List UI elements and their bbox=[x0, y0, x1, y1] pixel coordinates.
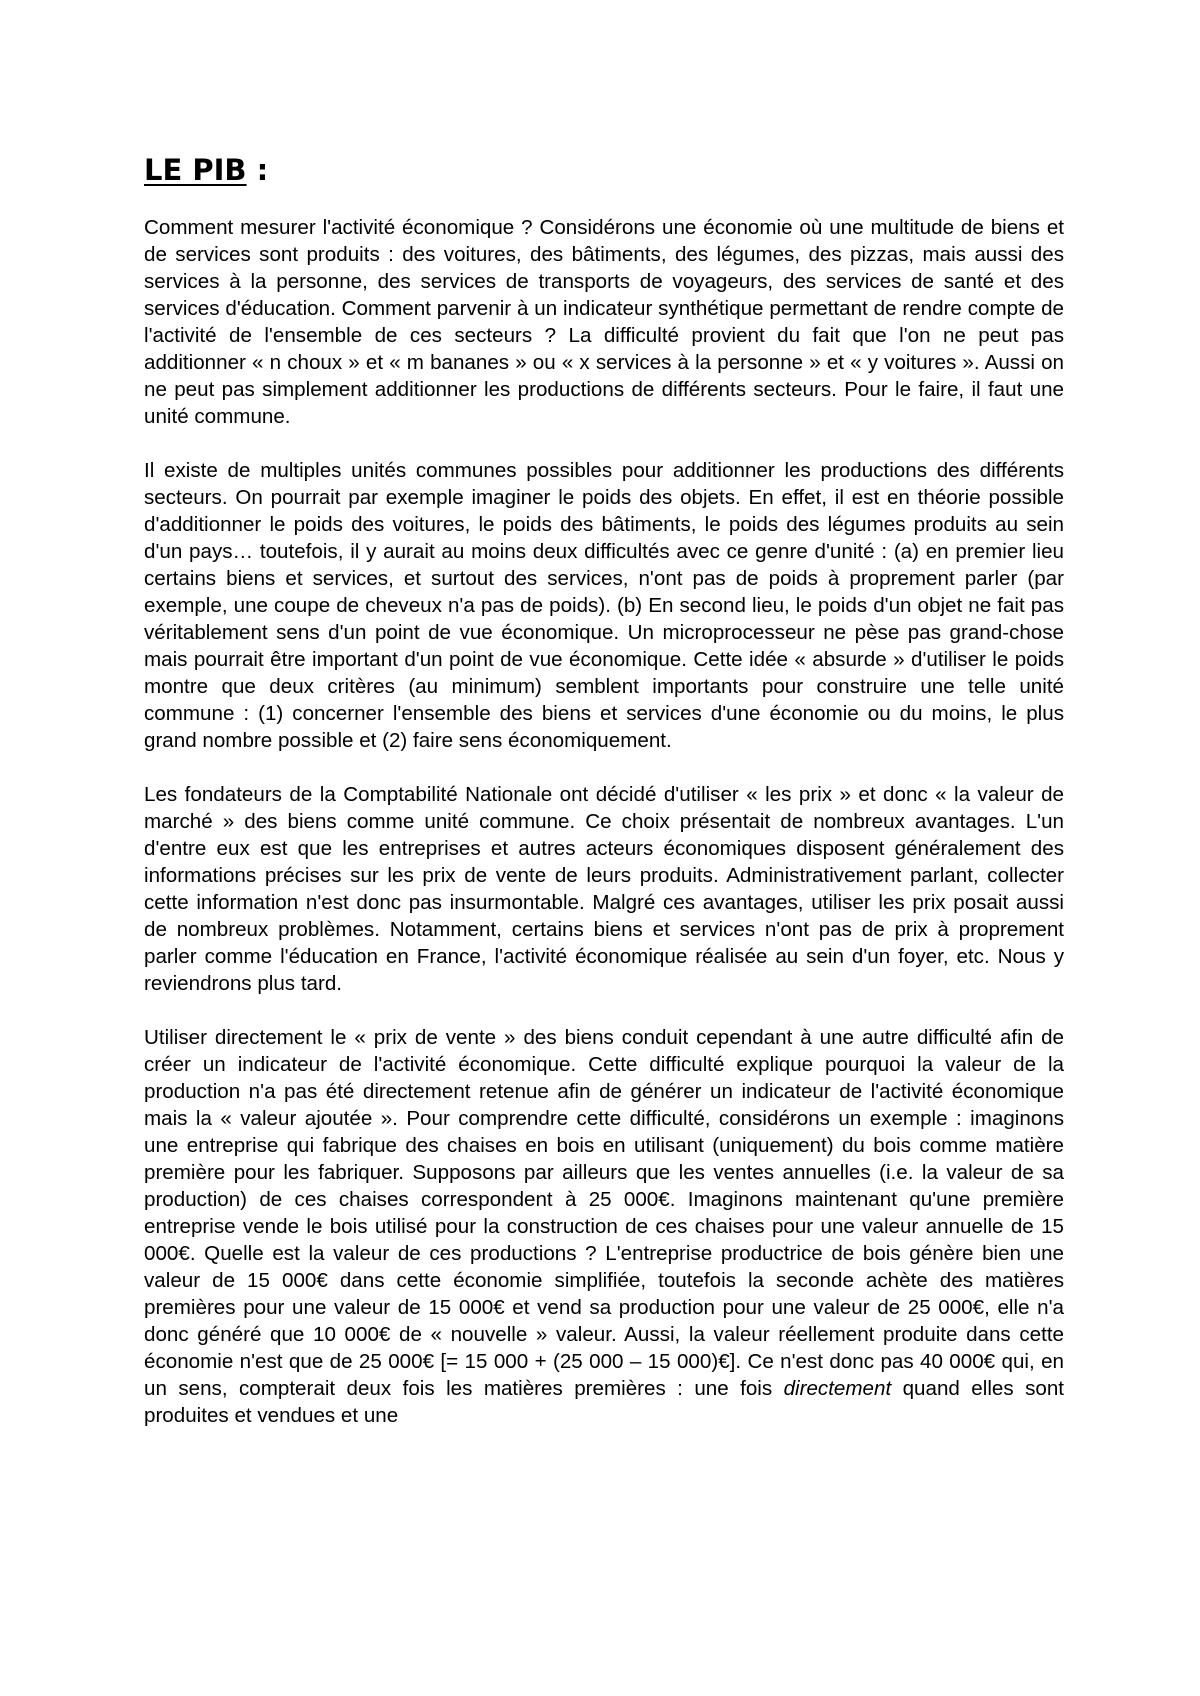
document-body bbox=[144, 150, 1064, 1456]
paragraph-1: Comment mesurer l'activité économique ? Considérons une économie où une multitude de biens et de services sont produits : des voitures, des bâtiments, des légumes, des pizzas, mais aussi des services à la personne, des services de transports de voyageurs, des services de santé et des services d'éducation. Comment parvenir à un indicateur synthétique permettant de rendre compte de l'activité de l'ensemble de ces secteurs ? La difficulté provient du fait que l'on ne peut pas additionner « n choux » et « m bananes » ou « x services à la personne » et « y voitures ». Aussi on ne peut pas simplement additionner les productions de différents secteurs. Pour le faire, il faut une unité commune. bbox=[144, 216, 1064, 428]
title-colon: : bbox=[246, 153, 269, 187]
title-text: LE PIB bbox=[144, 153, 247, 187]
paragraph-4-text: Utiliser directement le « prix de vente » des biens conduit cependant à une autre difficulté afin de créer un indicateur de l'activité économique. Cette difficulté explique pourquoi la valeur de la production n'a pas été directement retenue afin de générer un indicateur de l'activité économique mais la « valeur ajoutée ». Pour comprendre cette difficulté, considérons un exemple : imaginons une entreprise qui fabrique des chaises en bois en utilisant (uniquement) du bois comme matière première pour les fabriquer. Supposons par ailleurs que les ventes annuelles (i.e. la valeur de sa production) de ces chaises correspondent à 25 000€. Imaginons maintenant qu'une première entreprise vende le bois utilisé pour la construction de ces chaises pour une valeur annuelle de 15 000€. Quelle est la valeur de ces productions ? L'entreprise productrice de bois génère bien une valeur de 15 000€ dans cette économie simplifiée, toutefois la seconde achète des matières premières pour une valeur de 15 000€ et vend sa production pour une valeur de 25 000€, elle n'a donc généré que 10 000€ de « nouvelle » valeur. Aussi, la valeur réellement produite dans cette économie n'est que de 25 000€ [= 15 000 + (25 000 – 15 000)€]. Ce n'est donc pas 40 000€ qui, en un sens, compterait deux fois les matières premières : une fois bbox=[144, 1026, 1064, 1400]
page-title bbox=[144, 150, 1064, 190]
paragraph-3: Les fondateurs de la Comptabilité Nationale ont décidé d'utiliser « les prix » et donc « la valeur de marché » des biens comme unité commune. Ce choix présentait de nombreux avantages. L'un d'entre eux est que les entreprises et autres acteurs économiques disposent généralement des informations précises sur les prix de vente de leurs produits. Administrativement parlant, collecter cette information n'est donc pas insurmontable. Malgré ces avantages, utiliser les prix posait aussi de nombreux problèmes. Notamment, certains biens et services n'ont pas de prix à proprement parler comme l'éducation en France, l'activité économique réalisée au sein d'un foyer, etc. Nous y reviendrons plus tard. bbox=[144, 783, 1064, 995]
paragraph-2: Il existe de multiples unités communes possibles pour additionner les productions des différents secteurs. On pourrait par exemple imaginer le poids des objets. En effet, il est en théorie possible d'additionner le poids des voitures, le poids des bâtiments, le poids des légumes produits au sein d'un pays… toutefois, il y aurait au moins deux difficultés avec ce genre d'unité : (a) en premier lieu certains biens et services, et surtout des services, n'ont pas de poids à proprement parler (par exemple, une coupe de cheveux n'a pas de poids). (b) En second lieu, le poids d'un objet ne fait pas véritablement sens d'un point de vue économique. Un microprocesseur ne pèse pas grand-chose mais pourrait être important d'un point de vue économique. Cette idée « absurde » d'utiliser le poids montre que deux critères (au minimum) semblent importants pour construire une telle unité commune : (1) concerner l'ensemble des biens et services d'une économie ou du moins, le plus grand nombre possible et (2) faire sens économiquement. bbox=[144, 459, 1064, 752]
paragraph-4 bbox=[144, 1024, 1064, 1429]
paragraph-4-tail: quand elles sont produites et vendues et une bbox=[144, 1377, 1064, 1427]
paragraph-4-italic: directement bbox=[783, 1377, 892, 1400]
